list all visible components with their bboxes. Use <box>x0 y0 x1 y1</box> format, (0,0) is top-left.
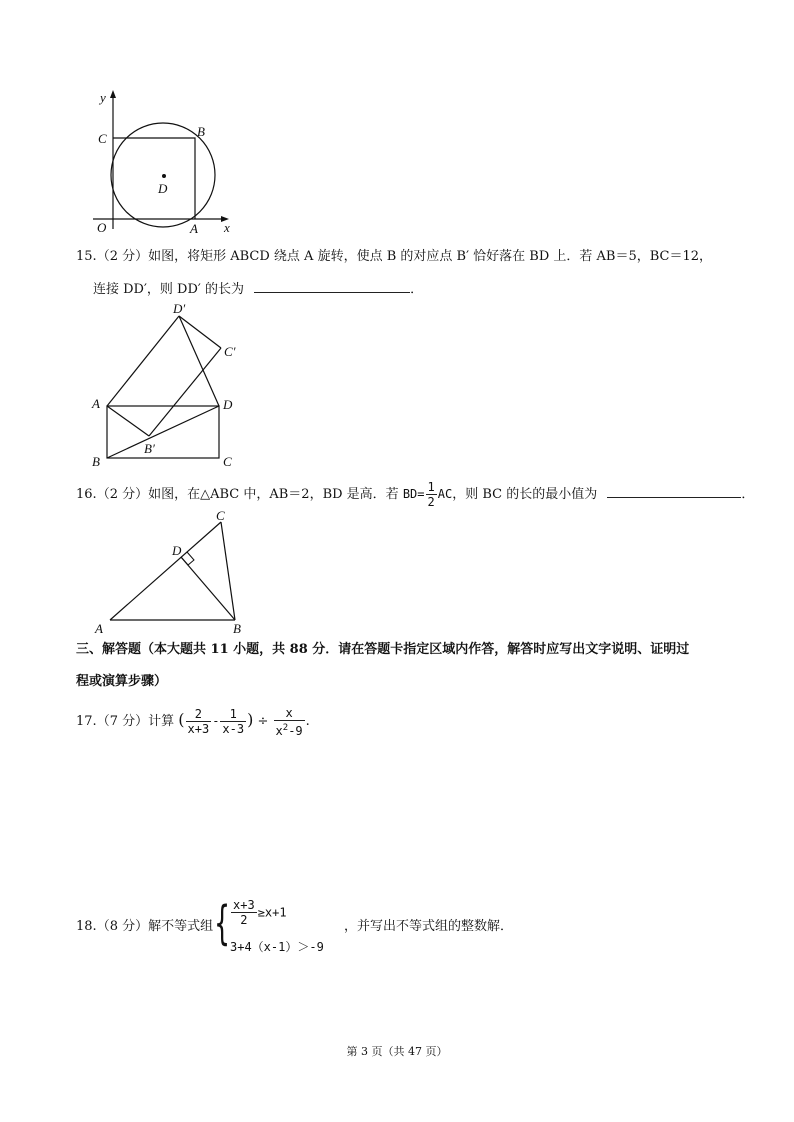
q18-number: 18. <box>76 919 97 934</box>
q16-answer-blank[interactable] <box>607 483 741 498</box>
q16-fraction <box>426 480 437 509</box>
fig15-label-cprime: C′ <box>224 344 236 359</box>
fig15-label-d: D <box>223 397 233 412</box>
q17-f2-num: 1 <box>220 707 246 722</box>
q18-ineq2: 3+4（x-1）＞-9 <box>230 940 324 954</box>
fig14-label-x: x <box>224 220 230 235</box>
fig14-label-b: B <box>197 124 205 139</box>
fig15-label-a: A <box>92 396 100 411</box>
q17-close-paren: ) <box>247 710 254 729</box>
fig15-label-dprime: D′ <box>173 301 186 316</box>
q16-frac-num: 1 <box>427 480 435 494</box>
q17-line <box>76 702 310 740</box>
q16-number: 16. <box>76 487 97 502</box>
q18-text-after: ，并写出不等式组的整数解． <box>344 919 514 934</box>
q17-f3-den <box>274 721 305 738</box>
fig14-label-o: O <box>97 220 107 235</box>
q15-line2 <box>93 278 423 300</box>
fig16-label-a: A <box>95 621 103 636</box>
q16-frac-tail: AC <box>437 487 453 501</box>
q17-f3-den-base: x <box>275 723 283 738</box>
q18-text: 解不等式组 <box>148 919 214 934</box>
q16-frac-den: 2 <box>427 495 435 509</box>
q17-number: 17. <box>76 714 97 729</box>
q16-end: ． <box>741 487 755 502</box>
q17-fraction-1 <box>186 707 212 736</box>
q14-circle-figure <box>88 86 248 236</box>
q18-score: （8 分） <box>96 919 149 934</box>
q16-line <box>76 479 754 510</box>
q15-number: 15. <box>76 249 97 264</box>
q15-answer-blank[interactable] <box>254 278 410 293</box>
q15-score: （2 分） <box>96 249 149 264</box>
q16-text-before: 如图，在△ABC 中，AB＝2，BD 是高．若 <box>148 487 399 502</box>
q17-f3-num: x <box>274 706 305 721</box>
page-footer: 第 3 页（共 47 页） <box>346 1045 448 1058</box>
fig16-label-b: B <box>233 621 241 636</box>
q18-ineq1-num: x+3 <box>233 898 255 912</box>
q18-label <box>76 917 213 937</box>
q18-ineq1-den: 2 <box>240 913 248 927</box>
q17-open-paren: ( <box>178 710 185 729</box>
fig15-label-bprime: B′ <box>144 441 155 456</box>
q16-triangle-figure <box>90 508 250 638</box>
fig15-label-b: B <box>92 454 100 469</box>
q18-ineq1 <box>230 898 287 927</box>
q17-f1-den: x+3 <box>187 722 210 736</box>
q17-f2-den: x-3 <box>222 722 245 736</box>
q15-text2: 连接 DD′，则 DD′ 的长为 <box>93 282 244 297</box>
fig14-label-c: C <box>98 131 107 146</box>
fig14-label-d: D <box>158 181 168 196</box>
fig14-label-y: y <box>100 90 106 105</box>
q18-brace: { <box>214 896 231 950</box>
fig16-label-d: D <box>172 543 182 558</box>
q17-divide: ÷ <box>257 714 269 729</box>
fig16-label-c: C <box>216 508 225 523</box>
q17-f1-num: 2 <box>186 707 212 722</box>
q15-end: ． <box>410 282 424 297</box>
q17-fraction-3 <box>274 706 305 738</box>
q17-f3-den-tail: -9 <box>288 723 303 738</box>
fig15-label-c: C <box>223 454 232 469</box>
q15-line1 <box>76 247 712 267</box>
q17-fraction-2 <box>220 707 246 736</box>
q17-text: 计算 <box>148 714 175 729</box>
q18-ineq1-rel: ≥x+1 <box>257 905 287 920</box>
q17-end: . <box>305 714 310 729</box>
section3-header-line2: 程或演算步骤） <box>76 674 168 689</box>
q16-text-after: ，则 BC 的长的最小值为 <box>452 487 598 502</box>
q17-score: （7 分） <box>96 714 149 729</box>
q15-text1: 如图，将矩形 ABCD 绕点 A 旋转，使点 B 的对应点 B′ 恰好落在 BD 上．若 AB＝5，BC＝12， <box>148 249 713 264</box>
q16-bd-eq: BD= <box>402 487 425 501</box>
q16-score: （2 分） <box>96 487 149 502</box>
q15-rectangle-figure <box>86 298 246 472</box>
q17-f3-den-exp: 2 <box>282 722 289 733</box>
section3-header-line1: 三、解答题（本大题共 11 小题，共 88 分．请在答题卡指定区域内作答，解答时应写出文字说明、证明过 <box>76 642 690 657</box>
q17-minus: - <box>212 714 220 728</box>
q18-ineq1-fraction <box>231 898 257 927</box>
fig14-label-a: A <box>190 221 198 236</box>
